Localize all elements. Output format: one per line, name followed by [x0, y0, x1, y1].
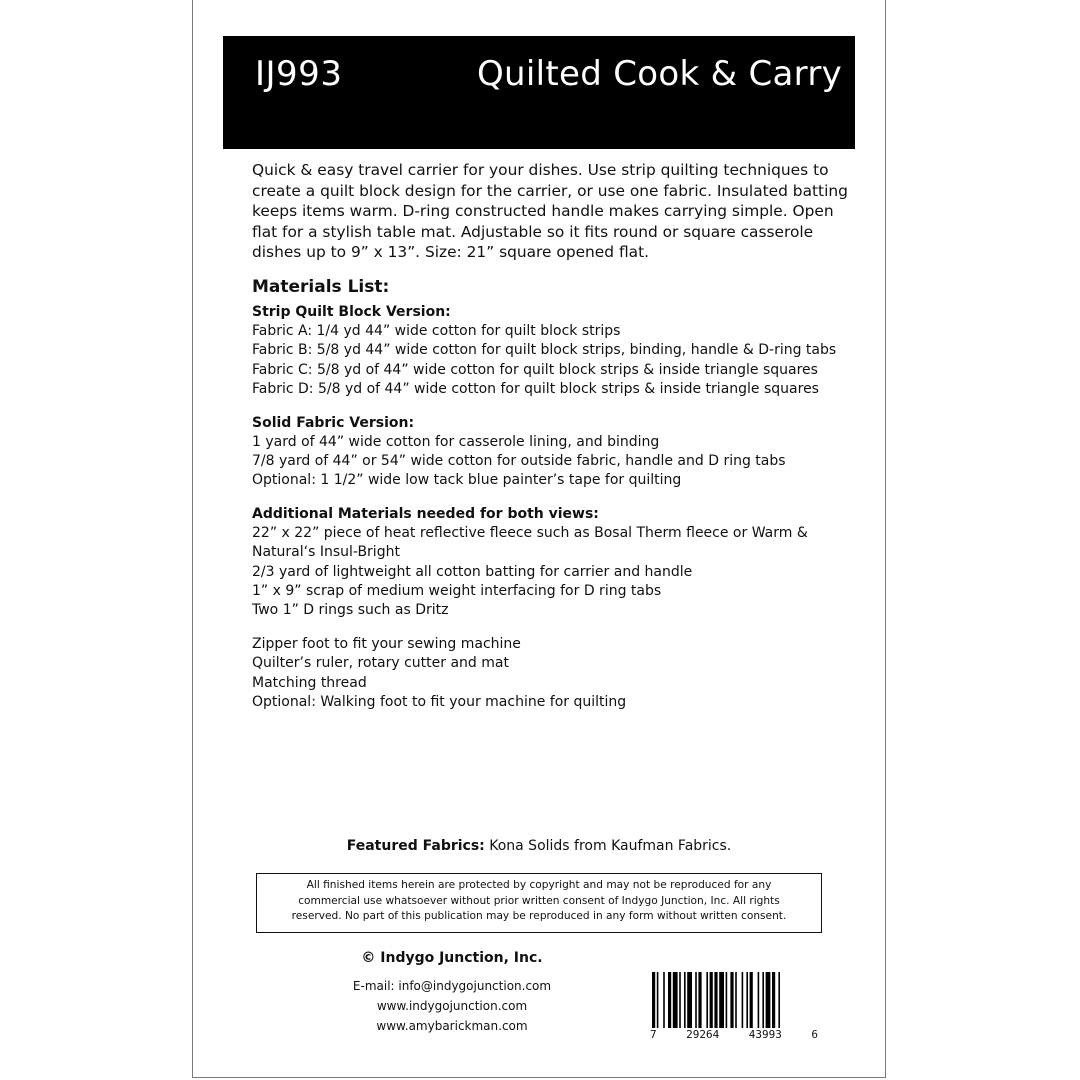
- barcode-bar: [657, 972, 659, 1028]
- barcode-bar: [698, 972, 701, 1028]
- barcode-bar: [762, 972, 764, 1028]
- featured-fabrics: [192, 838, 886, 854]
- barcode-bar: [730, 972, 733, 1028]
- featured-fabrics-label: Featured Fabrics:: [346, 838, 485, 854]
- barcode-bar: [679, 972, 681, 1028]
- barcode-digit-group: 29264: [686, 1028, 720, 1041]
- barcode-bar: [663, 972, 665, 1028]
- list-item: Zipper foot to fit your sewing machine: [252, 635, 521, 652]
- list-item: Quilter’s ruler, rotary cutter and mat: [252, 655, 509, 672]
- list-item: Two 1” D rings such as Dritz: [252, 602, 449, 619]
- barcode-bar: [684, 972, 686, 1028]
- main-content: [252, 160, 862, 726]
- barcode-bar: [735, 972, 737, 1028]
- list-item: 7/8 yard of 44” or 54” wide cotton for outside fabric, handle and D ring tabs: [252, 453, 786, 469]
- pattern-title: Quilted Cook & Carry: [477, 54, 843, 94]
- solid-version-heading: Solid Fabric Version:: [252, 414, 415, 431]
- barcode-bar: [750, 972, 753, 1028]
- strip-version-heading: Strip Quilt Block Version:: [252, 303, 451, 320]
- list-item: Fabric D: 5/8 yd of 44” wide cotton for quilt block strips & inside triangle squares: [252, 381, 819, 398]
- company-name: © Indygo Junction, Inc.: [361, 950, 543, 966]
- copyright-line: reserved. No part of this publication may be reproduced in any form without written consent.: [291, 910, 787, 922]
- list-item: Matching thread: [252, 674, 367, 691]
- barcode-digit-group: 7: [650, 1028, 657, 1041]
- copyright-notice: [256, 873, 822, 933]
- intro-description: Quick & easy travel carrier for your dishes. Use strip quilting techniques to create a quilt block design for the carrier, or use one fabric. Insulated batting keeps items warm. D-ring constructed handle makes carrying simple. Open flat for a stylish table mat. Adjustable so it fits round or square casserole dishes up to 9” x 13”. Size: 21” square opened flat.: [252, 161, 848, 262]
- barcode-bar: [726, 972, 728, 1028]
- barcode-bar: [758, 972, 760, 1028]
- list-item: Fabric C: 5/8 yd of 44” wide cotton for quilt block strips & inside triangle squares: [252, 361, 818, 378]
- barcode-bar: [766, 972, 771, 1028]
- website-link-amybarickman[interactable]: www.amybarickman.com: [376, 1019, 528, 1033]
- additional-materials-section: [252, 505, 862, 621]
- barcode-bar: [695, 972, 697, 1028]
- barcode-bar: [673, 972, 678, 1028]
- barcode-digit-group: 43993: [748, 1028, 782, 1041]
- strip-version-section: [252, 303, 862, 400]
- barcode-bar: [778, 972, 780, 1028]
- materials-heading: Materials List:: [252, 276, 390, 297]
- barcode-bar: [742, 972, 744, 1028]
- pattern-code: IJ993: [255, 54, 343, 94]
- barcode-bar: [719, 972, 724, 1028]
- copyright-line: commercial use whatsoever without prior written consent of Indygo Junction, Inc. All rights: [298, 894, 780, 907]
- list-item: Fabric A: 1/4 yd 44” wide cotton for quilt block strips: [252, 322, 621, 339]
- list-item: Fabric B: 5/8 yd 44” wide cotton for quilt block strips, binding, handle & D-ring tabs: [252, 342, 837, 359]
- featured-fabrics-text: Kona Solids from Kaufman Fabrics.: [484, 838, 732, 854]
- list-item: 22” x 22” piece of heat reflective fleece such as Bosal Therm fleece or Warm &: [252, 524, 808, 541]
- barcode-bar: [687, 972, 692, 1028]
- list-item: 1 yard of 44” wide cotton for casserole lining, and binding: [252, 433, 660, 450]
- barcode: [648, 970, 820, 1046]
- barcode-bar: [668, 972, 671, 1028]
- barcode-bar: [772, 972, 775, 1028]
- list-item: Optional: 1 1/2” wide low tack blue painter’s tape for quilting: [252, 472, 682, 489]
- barcode-icon: [648, 970, 820, 1030]
- list-item: 2/3 yard of lightweight all cotton batting for carrier and handle: [252, 563, 693, 580]
- barcode-bar: [746, 972, 748, 1028]
- contact-info: [322, 976, 582, 1036]
- additional-materials-heading: Additional Materials needed for both views:: [252, 505, 599, 522]
- email-link[interactable]: E-mail: info@indygojunction.com: [352, 979, 552, 993]
- barcode-numbers: [648, 1028, 820, 1041]
- list-item: Natural‘s Insul-Bright: [252, 544, 400, 561]
- barcode-bar: [714, 972, 717, 1028]
- header-banner: [223, 36, 855, 149]
- barcode-digit-group: 6: [811, 1028, 818, 1041]
- barcode-bar: [652, 972, 655, 1028]
- tools-section: [252, 635, 862, 713]
- barcode-bar: [710, 972, 713, 1028]
- solid-version-section: [252, 414, 862, 491]
- website-link-indygo[interactable]: www.indygojunction.com: [376, 999, 528, 1013]
- copyright-line: All finished items herein are protected by copyright and may not be reproduced for any: [306, 879, 772, 891]
- list-item: Optional: Walking foot to fit your machine for quilting: [252, 694, 627, 711]
- barcode-bar: [706, 972, 708, 1028]
- list-item: 1” x 9” scrap of medium weight interfacing for D ring tabs: [252, 583, 662, 600]
